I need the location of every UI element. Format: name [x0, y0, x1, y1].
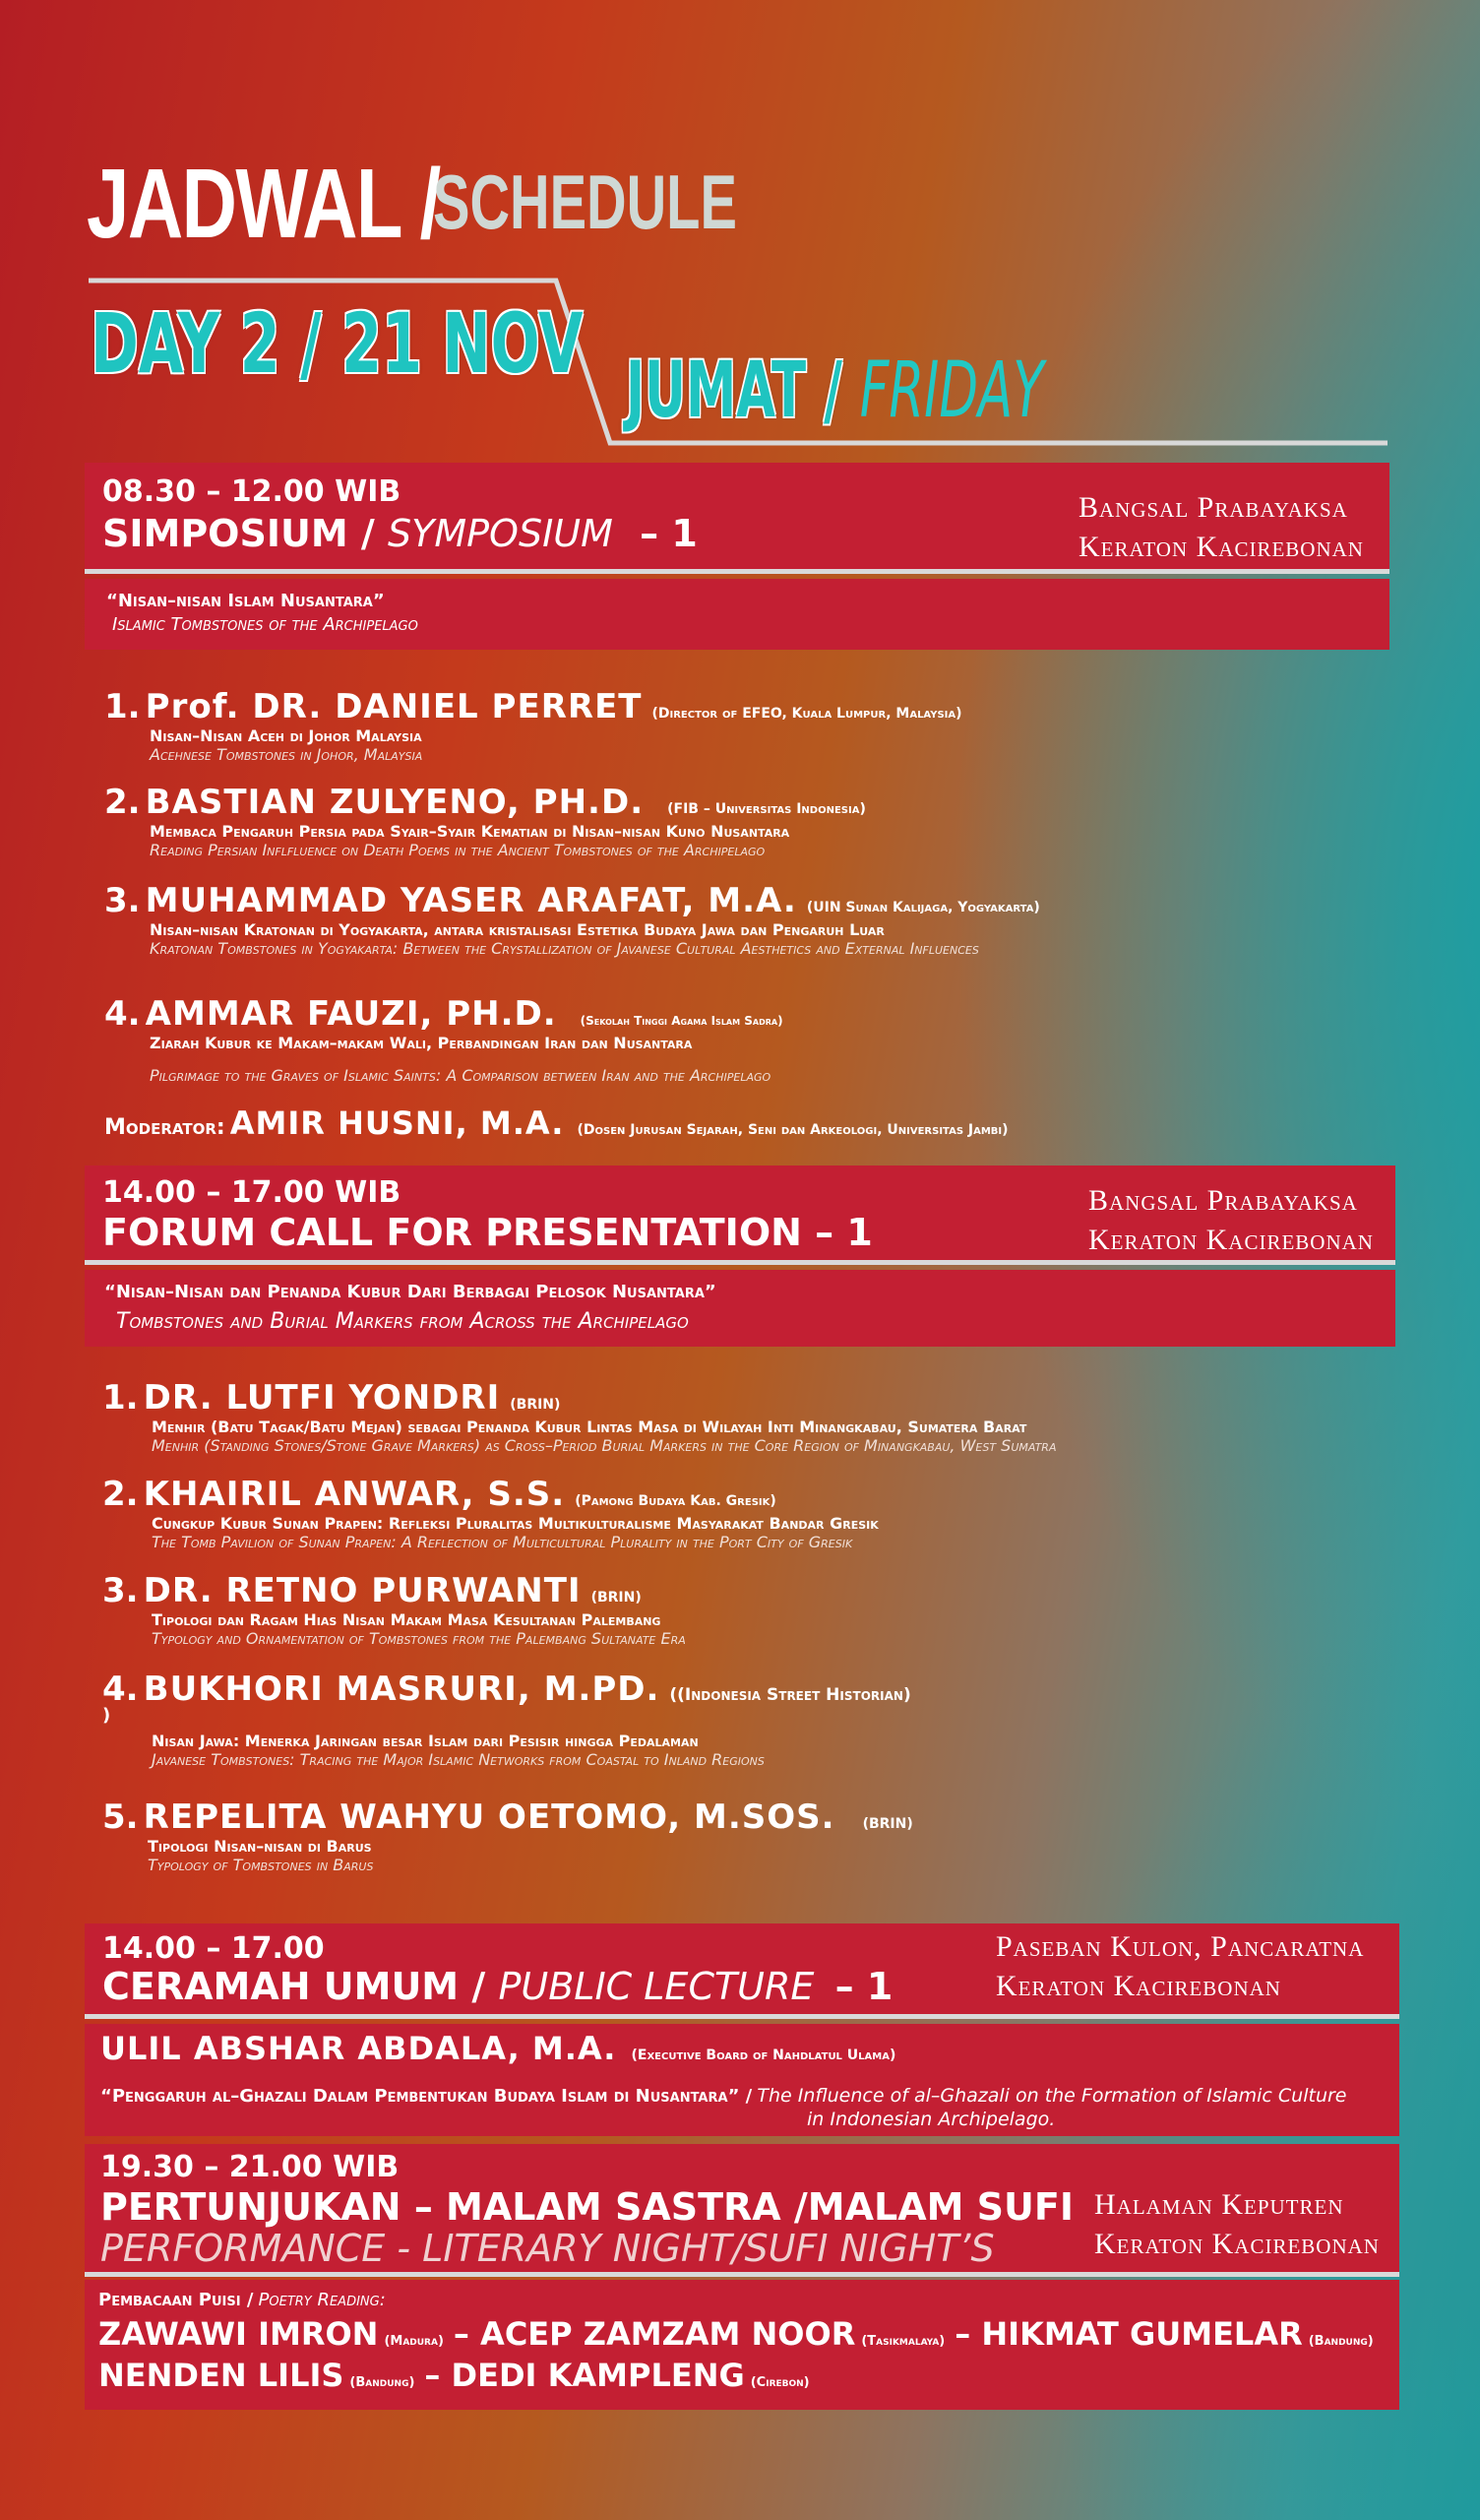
session1-title [102, 512, 698, 555]
weekday: JUMAT / [626, 346, 842, 435]
session1-num: – 1 [640, 512, 698, 555]
session3-title [102, 1965, 893, 2008]
poet-name: – DEDI KAMPLENG [424, 2357, 745, 2394]
talk-title: Menhir (Batu Tagak/Batu Mejan) sebagai Penanda Kubur Lintas Masa di Wilayah Inti Minangkabau, Sumatera Barat [152, 1418, 1027, 1436]
speaker-name: REPELITA WAHYU OETOMO, M.SOS. [143, 1797, 835, 1837]
session4-title-en: PERFORMANCE - LITERARY NIGHT/SUFI NIGHT’S [100, 2227, 995, 2270]
talk-title: Ziarah Kubur ke Makam–makam Wali, Perbandingan Iran dan Nusantara [150, 1034, 693, 1052]
poet-origin: (Madura) [384, 2334, 444, 2349]
session2-title: FORUM CALL FOR PRESENTATION – 1 [102, 1211, 873, 1254]
speaker-num: 1. [102, 1378, 139, 1418]
session4-location [1094, 2185, 1380, 2264]
speaker-num: 5. [102, 1797, 139, 1837]
speaker-name: BASTIAN ZULYENO, PH.D. [145, 783, 645, 822]
speaker-affiliation: (Pamong Budaya Kab. Gresik) [575, 1493, 776, 1509]
speaker-num: 3. [102, 1571, 139, 1610]
speaker-name: Prof. DR. DANIEL PERRET [145, 687, 643, 726]
speaker-affiliation: (FIB – Universitas Indonesia) [667, 801, 866, 817]
session3-loc1: Paseban Kulon, Pancaratna [996, 1930, 1365, 1963]
lecture-theme: “Penggaruh al–Ghazali Dalam Pembentukan Budaya Islam di Nusantara” / [100, 2086, 753, 2107]
poet-origin: (Tasikmalaya) [861, 2334, 946, 2349]
session2-loc1: Bangsal Prabayaksa [1088, 1184, 1358, 1217]
session3-name-en: PUBLIC LECTURE [498, 1965, 815, 2008]
session1-name: SIMPOSIUM / [102, 512, 375, 555]
session3-num: – 1 [834, 1965, 894, 2008]
title-main: JADWAL / [87, 149, 440, 259]
session4-title: PERTUNJUKAN – MALAM SASTRA /MALAM SUFI [100, 2185, 1075, 2229]
s1-moderator [104, 1104, 1009, 1142]
talk-title: Nisan Jawa: Menerka Jaringan besar Islam dari Pesisir hingga Pedalaman [152, 1732, 699, 1750]
reading-label-row [98, 2290, 386, 2310]
session1-time: 08.30 – 12.00 WIB [102, 474, 401, 509]
speaker-name: KHAIRIL ANWAR, S.S. [143, 1475, 566, 1514]
s1-speaker-4 [104, 994, 783, 1085]
session4-loc1: Halaman Keputren [1094, 2188, 1344, 2221]
lecture-speaker: ULIL ABSHAR ABDALA, M.A. [100, 2030, 617, 2067]
session3-theme [100, 2085, 1347, 2107]
talk-title-en: Typology of Tombstones in Barus [148, 1856, 374, 1874]
session1-theme: “Nisan–nisan Islam Nusantara” [106, 591, 385, 611]
session2-divider [85, 1260, 1395, 1265]
session1-name-en: SYMPOSIUM [388, 512, 613, 555]
talk-title-en: Menhir (Standing Stones/Stone Grave Markers) as Cross–Period Burial Markers in the Core Region of Minangkabau, West Sumatra [152, 1436, 1057, 1455]
s1-speaker-2 [104, 783, 866, 859]
title-sub: SCHEDULE [433, 158, 737, 245]
moderator-affiliation: (Dosen Jurusan Sejarah, Seni dan Arkeologi, Universitas Jambi) [577, 1122, 1009, 1138]
speaker-affiliation: (BRIN) [862, 1816, 913, 1832]
session3-theme-en2: in Indonesian Archipelago. [807, 2109, 1056, 2130]
talk-title-en: The Tomb Pavilion of Sunan Prapen: A Reflection of Multicultural Plurality in the Port City of Gresik [152, 1533, 853, 1551]
poets-row-2 [98, 2357, 810, 2394]
talk-title-en: Reading Persian Inflfluence on Death Poems in the Ancient Tombstones of the Archipelago [150, 841, 766, 859]
s1-speaker-3 [104, 881, 1040, 958]
speaker-name: AMMAR FAUZI, PH.D. [145, 994, 557, 1034]
talk-title: Nisan–Nisan Aceh di Johor Malaysia [150, 726, 422, 745]
session2-time: 14.00 – 17.00 WIB [102, 1175, 401, 1210]
speaker-affiliation: (Sekolah Tinggi Agama Islam Sadra) [580, 1014, 783, 1028]
poet-origin: (Bandung) [1308, 2334, 1374, 2349]
session2-loc2: Keraton Kacirebonan [1088, 1224, 1374, 1256]
poet-name: ZAWAWI IMRON [98, 2315, 379, 2353]
poet-origin: (Cirebon) [750, 2375, 810, 2390]
reading-label: Pembacaan Puisi / [98, 2290, 254, 2310]
session2-location [1088, 1181, 1374, 1260]
session2-theme: “Nisan–Nisan dan Penanda Kubur Dari Berbagai Pelosok Nusantara” [104, 1282, 716, 1302]
session3-name: CERAMAH UMUM / [102, 1965, 486, 2008]
session1-location [1079, 488, 1364, 567]
speaker-num: 4. [102, 1670, 139, 1709]
talk-title: Membaca Pengaruh Persia pada Syair–Syair Kematian di Nisan–nisan Kuno Nusantara [150, 822, 790, 841]
s1-speaker-1 [104, 687, 962, 764]
s2-speaker-5 [102, 1797, 913, 1874]
talk-title-en: Javanese Tombstones: Tracing the Major Islamic Networks from Coastal to Inland Regions [152, 1750, 765, 1769]
poet-origin: (Bandung) [349, 2375, 415, 2390]
session1-theme-en: Islamic Tombstones of the Archipelago [112, 614, 418, 635]
reading-label-en: Poetry Reading: [258, 2290, 386, 2310]
session2-theme-en: Tombstones and Burial Markers from Across the Archipelago [116, 1309, 689, 1334]
talk-title-en: Kratonan Tombstones in Yogyakarta: Between the Crystallization of Javanese Cultural Aesthetics and External Influences [150, 939, 979, 958]
session4-divider [85, 2272, 1399, 2277]
session3-location [996, 1927, 1364, 2006]
speaker-affiliation: ((Indonesia Street Historian) [669, 1685, 911, 1705]
speaker-name: BUKHORI MASRURI, M.PD. [143, 1670, 660, 1709]
poet-name: – ACEP ZAMZAM NOOR [453, 2315, 856, 2353]
s2-speaker-4 [102, 1670, 911, 1769]
session3-divider [85, 2014, 1399, 2019]
stray-paren: ) [102, 1705, 111, 1726]
talk-title-en: Acehnese Tombstones in Johor, Malaysia [150, 745, 423, 764]
talk-title-en: Typology and Ornamentation of Tombstones from the Palembang Sultanate Era [152, 1629, 686, 1648]
speaker-num: 2. [102, 1475, 139, 1514]
lecture-theme-en: The Influence of al–Ghazali on the Formation of Islamic Culture [757, 2085, 1347, 2107]
session3-speaker [100, 2030, 895, 2067]
speaker-num: 4. [104, 994, 141, 1034]
session3-time: 14.00 – 17.00 [102, 1931, 325, 1966]
day-label: DAY 2 / 21 NOV [91, 295, 584, 392]
session1-loc1: Bangsal Prabayaksa [1079, 491, 1348, 524]
talk-title: Tipologi Nisan–nisan di Barus [148, 1837, 372, 1856]
speaker-num: 2. [104, 783, 141, 822]
session4-time: 19.30 – 21.00 WIB [100, 2150, 400, 2184]
s2-speaker-1 [102, 1378, 1056, 1455]
poets-row-1 [98, 2315, 1374, 2353]
speaker-affiliation: (BRIN) [590, 1590, 642, 1606]
talk-title: Nisan–nisan Kratonan di Yogyakarta, antara kristalisasi Estetika Budaya Jawa dan Pengaruh Luar [150, 920, 885, 939]
session3-loc2: Keraton Kacirebonan [996, 1970, 1281, 2002]
moderator-name: AMIR HUSNI, M.A. [229, 1104, 565, 1142]
speaker-affiliation: (Director of EFEO, Kuala Lumpur, Malaysia) [651, 706, 962, 722]
session4-loc2: Keraton Kacirebonan [1094, 2228, 1380, 2260]
s2-speaker-2 [102, 1475, 879, 1551]
poet-name: NENDEN LILIS [98, 2357, 344, 2394]
talk-title: Cungkup Kubur Sunan Prapen: Refleksi Pluralitas Multikulturalisme Masyarakat Bandar Gresik [152, 1514, 879, 1533]
speaker-name: MUHAMMAD YASER ARAFAT, M.A. [145, 881, 797, 920]
talk-title-en: Pilgrimage to the Graves of Islamic Saints: A Comparison between Iran and the Archipelago [150, 1066, 771, 1085]
session1-divider [85, 569, 1389, 574]
session1-loc2: Keraton Kacirebonan [1079, 531, 1364, 563]
moderator-label: Moderator: [104, 1115, 225, 1140]
speaker-name: DR. LUTFI YONDRI [143, 1378, 501, 1418]
weekday-label [626, 346, 1044, 435]
speaker-affiliation: (BRIN) [510, 1397, 561, 1413]
poet-name: – HIKMAT GUMELAR [955, 2315, 1303, 2353]
lecture-speaker-affiliation: (Executive Board of Nahdlatul Ulama) [631, 2048, 896, 2063]
weekday-en: FRIDAY [859, 346, 1044, 435]
speaker-name: DR. RETNO PURWANTI [143, 1571, 582, 1610]
speaker-num: 1. [104, 687, 141, 726]
speaker-affiliation: (UIN Sunan Kalijaga, Yogyakarta) [806, 900, 1040, 915]
speaker-num: 3. [104, 881, 141, 920]
s2-speaker-3 [102, 1571, 686, 1648]
talk-title: Tipologi dan Ragam Hias Nisan Makam Masa Kesultanan Palembang [152, 1610, 661, 1629]
